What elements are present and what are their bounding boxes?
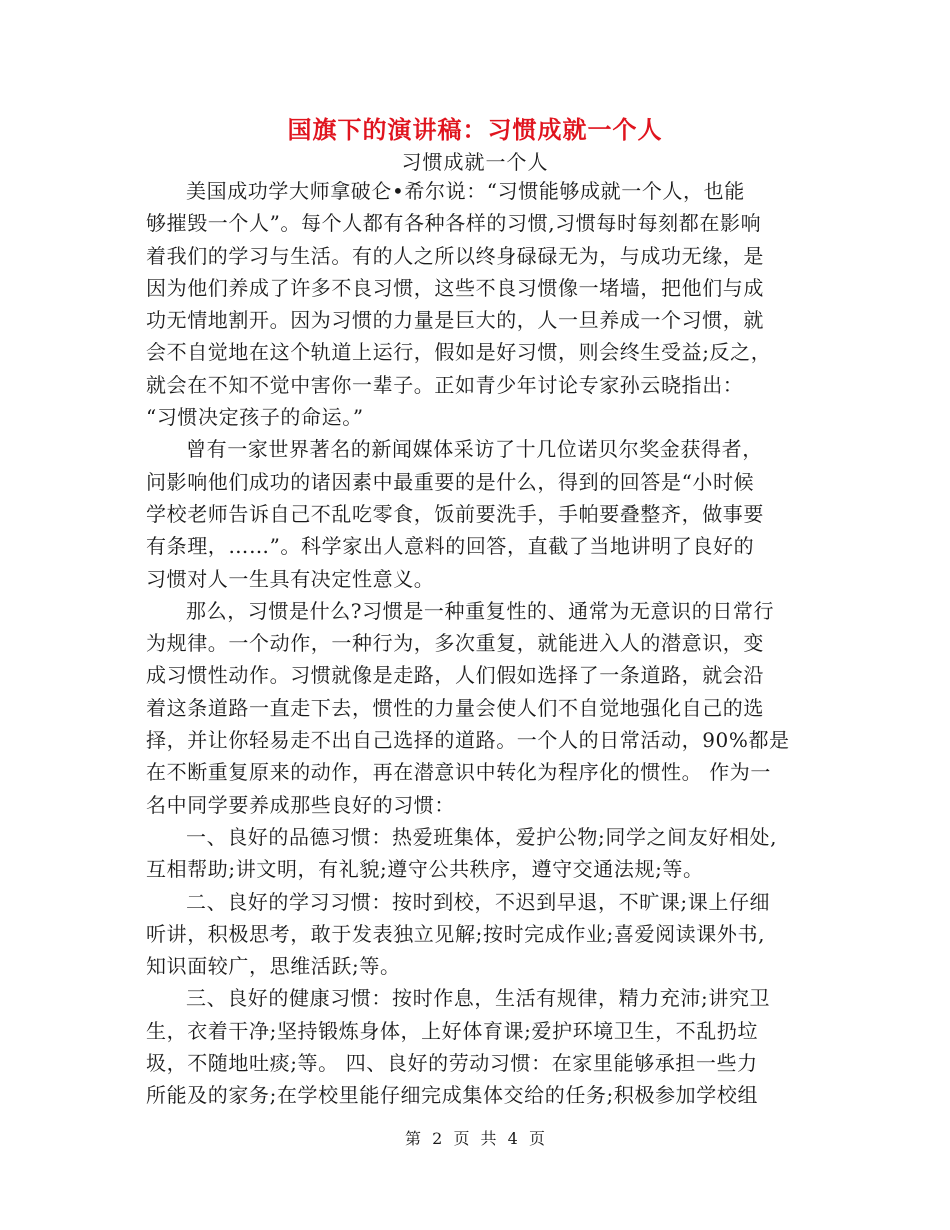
body-line: 问影响他们成功的诸因素中最重要的是什么，得到的回答是“小时候 — [146, 469, 755, 494]
footer-page-number: 2 — [432, 1129, 443, 1148]
body-line: 够摧毁一个人”。每个人都有各种各样的习惯,习惯每时每刻都在影响 — [146, 211, 762, 236]
footer-total-label: 共 — [480, 1129, 497, 1148]
body-line: 三、良好的健康习惯：按时作息，生活有规律，精力充沛;讲究卫 — [186, 986, 771, 1011]
body-line: 美国成功学大师拿破仑•希尔说：“习惯能够成就一个人，也能 — [186, 179, 745, 203]
body-line: 因为他们养成了许多不良习惯，这些不良习惯像一堵墙，把他们与成 — [146, 275, 764, 300]
body-line: 为规律。一个动作，一种行为，多次重复，就能进入人的潜意识，变 — [146, 631, 764, 656]
footer-suffix: 页 — [528, 1129, 545, 1148]
body-line: 着这条道路一直走下去，惯性的力量会使人们不自觉地强化自己的选 — [146, 695, 764, 720]
document-subtitle: 习惯成就一个人 — [401, 150, 549, 174]
body-line: 着我们的学习与生活。有的人之所以终身碌碌无为，与成功无缘，是 — [146, 243, 764, 268]
body-line: 圾，不随地吐痰;等。 四、良好的劳动习惯：在家里能够承担一些力 — [146, 1051, 758, 1076]
body-line: 互相帮助;讲文明，有礼貌;遵守公共秩序，遵守交通法规;等。 — [146, 857, 704, 882]
body-line: 在不断重复原来的动作，再在潜意识中转化为程序化的惯性。 作为一 — [146, 760, 771, 785]
body-line: 听讲，积极思考，敢于发表独立见解;按时完成作业;喜爱阅读课外书, — [146, 921, 766, 946]
body-line: 功无情地割开。因为习惯的力量是巨大的，人一旦养成一个习惯，就 — [146, 308, 764, 333]
body-line: “习惯决定孩子的命运。” — [146, 405, 364, 430]
document-body — [146, 175, 814, 1112]
body-line: 成习惯性动作。习惯就像是走路，人们假如选择了一条道路，就会沿 — [146, 663, 764, 688]
body-line: 一、良好的品德习惯：热爱班集体，爱护公物;同学之间友好相处, — [186, 824, 778, 849]
footer-total-pages: 4 — [507, 1129, 518, 1148]
body-line: 生，衣着干净;坚持锻炼身体，上好体育课;爱护环境卫生，不乱扔垃 — [146, 1018, 759, 1043]
body-line: 习惯对人一生具有决定性意义。 — [146, 566, 435, 591]
body-line: 名中同学要养成那些良好的习惯： — [146, 792, 455, 817]
body-line: 就会在不知不觉中害你一辈子。正如青少年讨论专家孙云晓指出： — [146, 372, 744, 397]
page-footer — [0, 1126, 950, 1149]
document-title: 国旗下的演讲稿：习惯成就一个人 — [287, 116, 663, 144]
body-line: 那么，习惯是什么?习惯是一种重复性的、通常为无意识的日常行 — [186, 598, 775, 623]
body-line: 学校老师告诉自己不乱吃零食，饭前要洗手，手帕要叠整齐，做事要 — [146, 501, 764, 526]
footer-prefix: 第 — [405, 1129, 422, 1148]
body-line: 曾有一家世界著名的新闻媒体采访了十几位诺贝尔奖金获得者， — [186, 437, 763, 462]
body-line: 会不自觉地在这个轨道上运行，假如是好习惯，则会终生受益;反之， — [146, 340, 772, 365]
body-line: 二、良好的学习习惯：按时到校，不迟到早退，不旷课;课上仔细 — [186, 889, 771, 914]
body-line: 有条理，……”。科学家出人意料的回答，直截了当地讲明了良好的 — [146, 534, 755, 559]
body-line: 知识面较广，思维活跃;等。 — [146, 954, 401, 979]
body-line: 所能及的家务;在学校里能仔细完成集体交给的任务;积极参加学校组 — [146, 1083, 759, 1108]
body-line: 择，并让你轻易走不出自己选择的道路。一个人的日常活动，90%都是 — [146, 728, 790, 753]
footer-page-label: 页 — [453, 1129, 470, 1148]
